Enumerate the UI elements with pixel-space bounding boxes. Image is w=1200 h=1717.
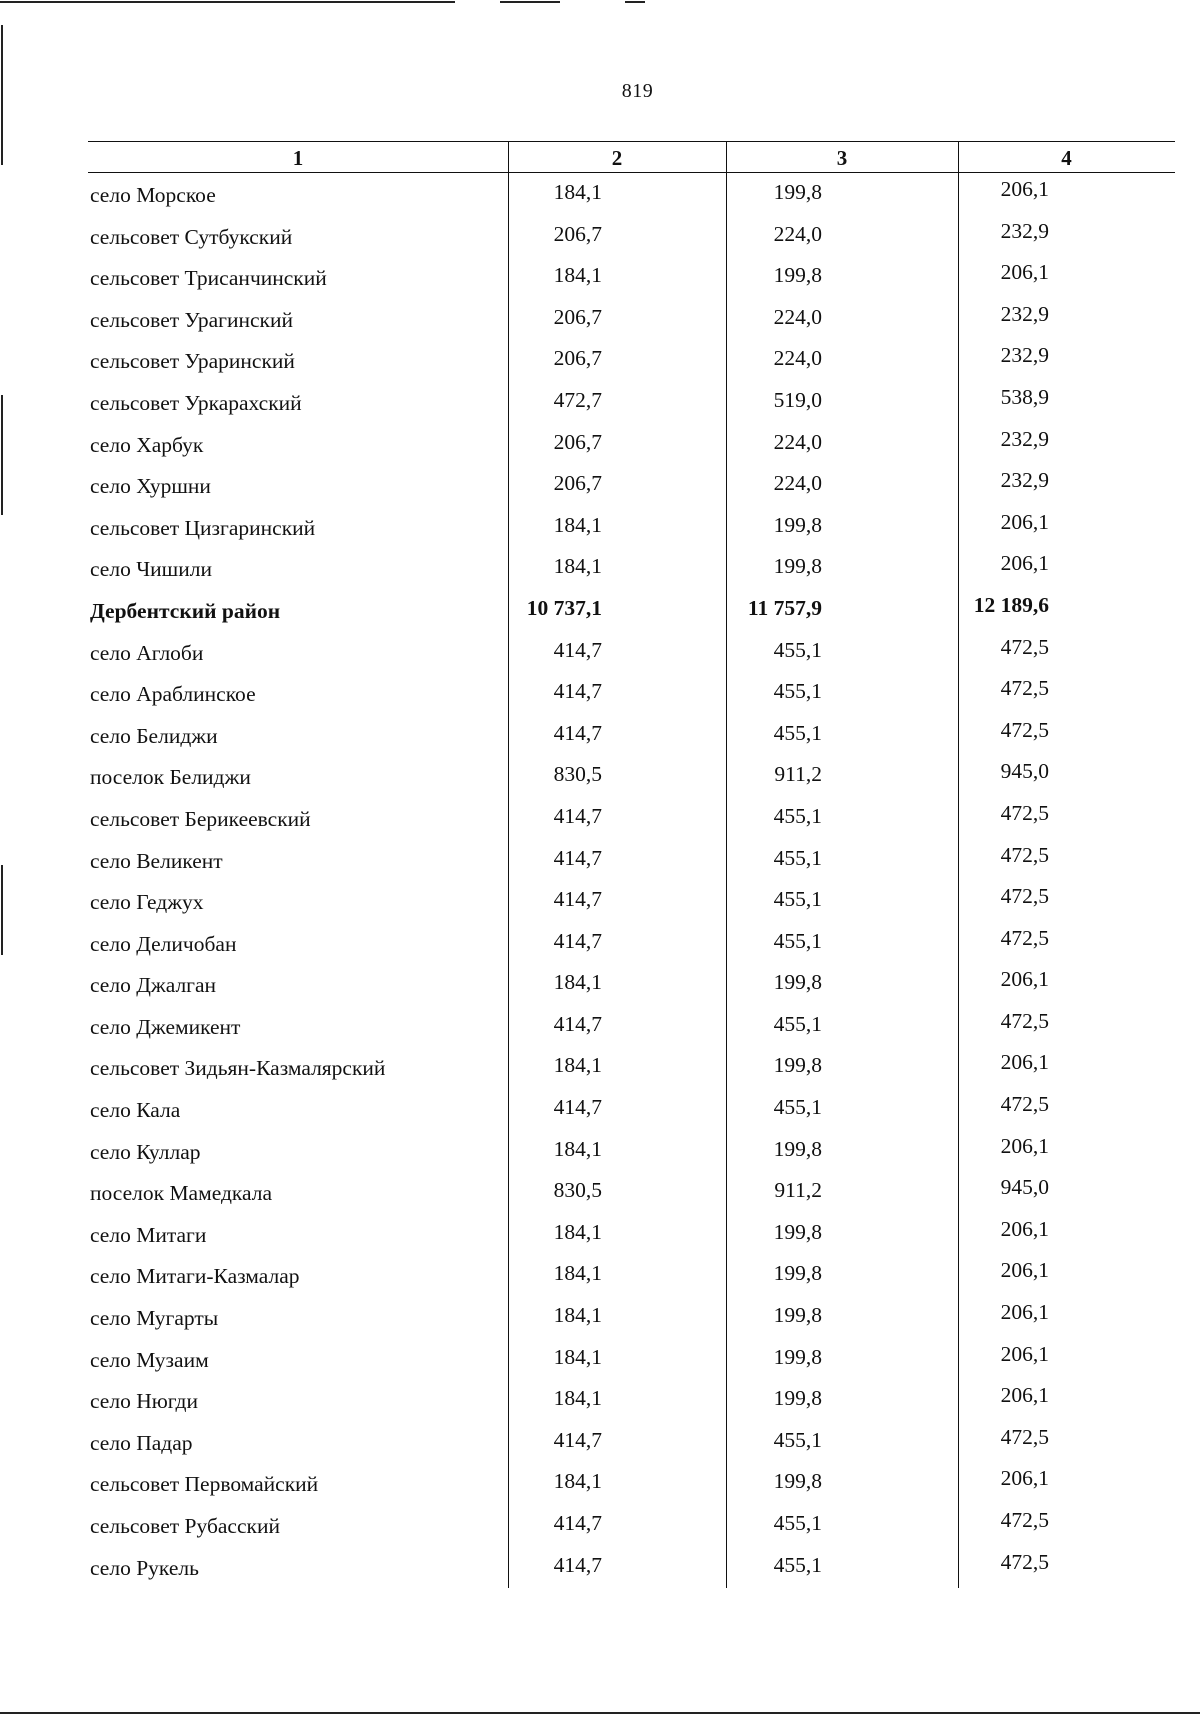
row-name: село Джемикент — [90, 1014, 241, 1039]
header-col-4: 4 — [1061, 146, 1072, 170]
row-value-col-2: 184,1 — [553, 512, 602, 537]
table-row — [88, 298, 1175, 340]
row-value-col-3: 455,1 — [773, 1552, 822, 1577]
row-value-col-3: 455,1 — [773, 720, 822, 745]
row-value-col-2: 206,7 — [553, 346, 602, 371]
table-row — [88, 672, 1175, 714]
row-value-col-2: 184,1 — [553, 1261, 602, 1286]
row-value-col-3: 455,1 — [773, 1427, 822, 1452]
row-value-col-4: 472,5 — [1000, 1508, 1049, 1532]
row-value-col-4: 232,9 — [1000, 301, 1049, 326]
table-row — [88, 256, 1175, 298]
row-name: Дербентский район — [90, 598, 281, 623]
row-value-col-3: 199,8 — [773, 1344, 822, 1369]
row-value-col-3: 224,0 — [773, 471, 822, 496]
row-name: село Араблинское — [90, 682, 256, 707]
row-value-col-4: 206,1 — [1000, 1341, 1049, 1366]
row-name: село Музаим — [90, 1347, 209, 1372]
row-value-col-3: 911,2 — [774, 1178, 822, 1203]
row-value-col-2: 472,7 — [553, 387, 602, 412]
header-divider-2 — [726, 141, 727, 173]
table-row — [88, 797, 1175, 839]
row-value-col-3: 455,1 — [773, 637, 822, 662]
row-value-col-2: 830,5 — [553, 762, 602, 787]
row-value-col-2: 206,7 — [553, 304, 602, 329]
row-value-col-2: 184,1 — [553, 970, 602, 995]
row-value-col-4: 206,1 — [1000, 1133, 1049, 1158]
row-value-col-2: 414,7 — [553, 1011, 602, 1036]
row-value-col-3: 199,8 — [773, 1219, 822, 1244]
row-name: село Рукель — [90, 1555, 199, 1580]
row-value-col-3: 11 757,9 — [747, 595, 822, 620]
scan-top-rule-right — [625, 1, 645, 3]
row-name: сельсовет Трисанчинский — [90, 266, 327, 291]
row-value-col-3: 224,0 — [773, 429, 822, 454]
row-value-col-2: 184,1 — [553, 554, 602, 579]
table-row — [88, 1088, 1175, 1130]
row-name: село Морское — [90, 183, 216, 207]
row-value-col-3: 224,0 — [773, 346, 822, 371]
table-row — [88, 1254, 1175, 1296]
row-value-col-2: 414,7 — [553, 637, 602, 662]
row-name: село Харбук — [90, 432, 204, 457]
table-row — [88, 1379, 1175, 1421]
row-name: сельсовет Зидьян-Казмалярский — [90, 1056, 386, 1081]
row-value-col-3: 455,1 — [773, 679, 822, 704]
row-value-col-2: 184,1 — [553, 263, 602, 288]
table-row — [88, 839, 1175, 881]
row-value-col-2: 184,1 — [553, 1469, 602, 1494]
row-name: село Митаги-Казмалар — [90, 1264, 300, 1289]
table-row — [88, 714, 1175, 756]
row-value-col-4: 206,1 — [1000, 1050, 1049, 1075]
row-value-col-4: 206,1 — [1000, 1383, 1049, 1408]
row-value-col-2: 10 737,1 — [526, 595, 602, 620]
table-row — [88, 1046, 1175, 1088]
table-row — [88, 173, 1175, 215]
table-row — [88, 589, 1175, 631]
row-name: село Хуршни — [90, 474, 211, 499]
row-name: село Мугарты — [90, 1306, 219, 1331]
header-divider-3 — [958, 141, 959, 173]
row-value-col-4: 945,0 — [1000, 759, 1049, 784]
row-name: сельсовет Ураринский — [90, 349, 295, 374]
row-value-col-2: 184,1 — [553, 180, 602, 204]
row-value-col-4: 472,5 — [1000, 676, 1049, 701]
row-value-col-4: 472,5 — [1000, 1092, 1049, 1117]
row-name: село Митаги — [90, 1222, 207, 1247]
row-value-col-4: 206,1 — [1000, 260, 1049, 285]
row-value-col-3: 224,0 — [773, 221, 822, 246]
page-number: 819 — [621, 80, 654, 102]
row-name: село Падар — [90, 1430, 193, 1455]
row-value-col-4: 472,5 — [1000, 884, 1049, 909]
table-row — [88, 1171, 1175, 1213]
row-value-col-4: 206,1 — [1000, 1300, 1049, 1325]
table-header — [88, 141, 1175, 173]
table-row — [88, 547, 1175, 589]
row-name: сельсовет Урагинский — [90, 307, 293, 332]
table-row — [88, 1130, 1175, 1172]
row-value-col-4: 945,0 — [1000, 1175, 1049, 1200]
scan-top-rule-mid — [500, 1, 560, 3]
row-value-col-4: 206,1 — [1000, 509, 1049, 534]
table-row — [88, 464, 1175, 506]
row-value-col-2: 184,1 — [553, 1053, 602, 1078]
table-row — [88, 506, 1175, 548]
header-col-3: 3 — [836, 146, 848, 170]
row-name: село Великент — [90, 848, 223, 873]
row-name: село Белиджи — [90, 723, 218, 748]
table-row — [88, 1213, 1175, 1255]
row-value-col-3: 199,8 — [773, 1303, 822, 1328]
row-value-col-2: 414,7 — [553, 928, 602, 953]
row-name: село Куллар — [90, 1139, 201, 1164]
row-value-col-4: 472,5 — [1000, 1549, 1049, 1574]
row-value-col-4: 12 189,6 — [973, 592, 1049, 617]
header-col-1: 1 — [292, 146, 304, 170]
row-value-col-4: 206,1 — [1000, 551, 1049, 576]
row-value-col-3: 199,8 — [773, 512, 822, 537]
row-value-col-4: 232,9 — [1000, 343, 1049, 368]
table-row — [88, 1421, 1175, 1463]
table-row — [88, 339, 1175, 381]
row-value-col-3: 455,1 — [773, 845, 822, 870]
row-name: сельсовет Первомайский — [90, 1472, 319, 1497]
row-value-col-4: 206,1 — [1000, 1258, 1049, 1283]
row-value-col-4: 538,9 — [1000, 384, 1049, 409]
row-name: село Кала — [90, 1098, 181, 1123]
scan-left-edge-3 — [1, 865, 3, 955]
row-value-col-2: 414,7 — [553, 1095, 602, 1120]
table-row — [88, 963, 1175, 1005]
table-row — [88, 631, 1175, 673]
row-value-col-3: 199,8 — [773, 1136, 822, 1161]
row-value-col-2: 206,7 — [553, 221, 602, 246]
row-value-col-2: 184,1 — [553, 1386, 602, 1411]
row-name: село Чишили — [90, 557, 212, 582]
row-value-col-4: 472,5 — [1000, 1424, 1049, 1449]
row-value-col-2: 414,7 — [553, 887, 602, 912]
row-value-col-2: 206,7 — [553, 429, 602, 454]
row-value-col-4: 206,1 — [1000, 1216, 1049, 1241]
data-table — [88, 141, 1175, 1587]
row-value-col-3: 455,1 — [773, 928, 822, 953]
scan-bottom-rule — [0, 1712, 1200, 1714]
table-row — [88, 1005, 1175, 1047]
table-row — [88, 922, 1175, 964]
table-row — [88, 381, 1175, 423]
row-value-col-3: 455,1 — [773, 1095, 822, 1120]
row-name: село Джалган — [90, 973, 217, 998]
row-value-col-4: 472,5 — [1000, 717, 1049, 742]
table-body — [88, 173, 1175, 1587]
row-value-col-4: 472,5 — [1000, 634, 1049, 659]
row-value-col-3: 199,8 — [773, 1053, 822, 1078]
scan-left-edge-2 — [1, 395, 3, 515]
row-value-col-3: 455,1 — [773, 803, 822, 828]
row-value-col-4: 206,1 — [1000, 967, 1049, 992]
row-value-col-3: 199,8 — [773, 1261, 822, 1286]
row-value-col-4: 206,1 — [1000, 1466, 1049, 1491]
row-value-col-4: 206,1 — [1000, 177, 1049, 201]
row-name: поселок Белиджи — [90, 765, 251, 790]
row-name: село Геджух — [90, 890, 204, 915]
row-value-col-4: 472,5 — [1000, 842, 1049, 867]
row-value-col-3: 199,8 — [773, 1469, 822, 1494]
row-value-col-4: 232,9 — [1000, 468, 1049, 493]
table-row — [88, 1546, 1175, 1588]
row-name: сельсовет Цизгаринский — [90, 515, 316, 540]
row-value-col-2: 414,7 — [553, 1552, 602, 1577]
row-value-col-3: 199,8 — [773, 180, 822, 204]
header-col-2: 2 — [611, 146, 623, 170]
row-value-col-2: 184,1 — [553, 1219, 602, 1244]
row-value-col-3: 199,8 — [773, 970, 822, 995]
row-value-col-2: 414,7 — [553, 1511, 602, 1535]
row-name: село Аглоби — [90, 640, 204, 665]
row-value-col-3: 224,0 — [773, 304, 822, 329]
row-value-col-3: 455,1 — [773, 1011, 822, 1036]
row-value-col-2: 414,7 — [553, 720, 602, 745]
row-value-col-3: 455,1 — [773, 887, 822, 912]
table-row — [88, 755, 1175, 797]
row-value-col-4: 472,5 — [1000, 800, 1049, 825]
table-row — [88, 423, 1175, 465]
row-name: сельсовет Рубасский — [90, 1514, 280, 1538]
row-name: сельсовет Сутбукский — [90, 224, 293, 249]
row-value-col-2: 414,7 — [553, 803, 602, 828]
row-value-col-2: 184,1 — [553, 1303, 602, 1328]
row-name: сельсовет Уркарахский — [90, 390, 302, 415]
row-value-col-3: 199,8 — [773, 263, 822, 288]
table-row — [88, 880, 1175, 922]
row-value-col-2: 184,1 — [553, 1136, 602, 1161]
row-value-col-2: 414,7 — [553, 679, 602, 704]
scan-top-rule-left — [0, 1, 455, 3]
row-value-col-4: 232,9 — [1000, 426, 1049, 451]
row-value-col-4: 232,9 — [1000, 218, 1049, 243]
row-name: село Деличобан — [90, 931, 237, 956]
row-value-col-2: 206,7 — [553, 471, 602, 496]
table-row — [88, 1338, 1175, 1380]
row-value-col-3: 199,8 — [773, 554, 822, 579]
row-value-col-2: 830,5 — [553, 1178, 602, 1203]
table-row — [88, 215, 1175, 257]
row-value-col-2: 184,1 — [553, 1344, 602, 1369]
row-value-col-3: 455,1 — [773, 1511, 822, 1535]
row-value-col-2: 414,7 — [553, 1427, 602, 1452]
header-divider-1 — [508, 141, 509, 173]
table-row — [88, 1462, 1175, 1504]
row-name: село Нюгди — [90, 1389, 198, 1414]
row-value-col-4: 472,5 — [1000, 1008, 1049, 1033]
row-value-col-4: 472,5 — [1000, 925, 1049, 950]
row-value-col-3: 911,2 — [774, 762, 822, 787]
table-row — [88, 1504, 1175, 1546]
row-value-col-3: 199,8 — [773, 1386, 822, 1411]
row-value-col-2: 414,7 — [553, 845, 602, 870]
row-name: поселок Мамедкала — [90, 1181, 273, 1206]
row-value-col-3: 519,0 — [773, 387, 822, 412]
table-row — [88, 1296, 1175, 1338]
row-name: сельсовет Берикеевский — [90, 806, 311, 831]
